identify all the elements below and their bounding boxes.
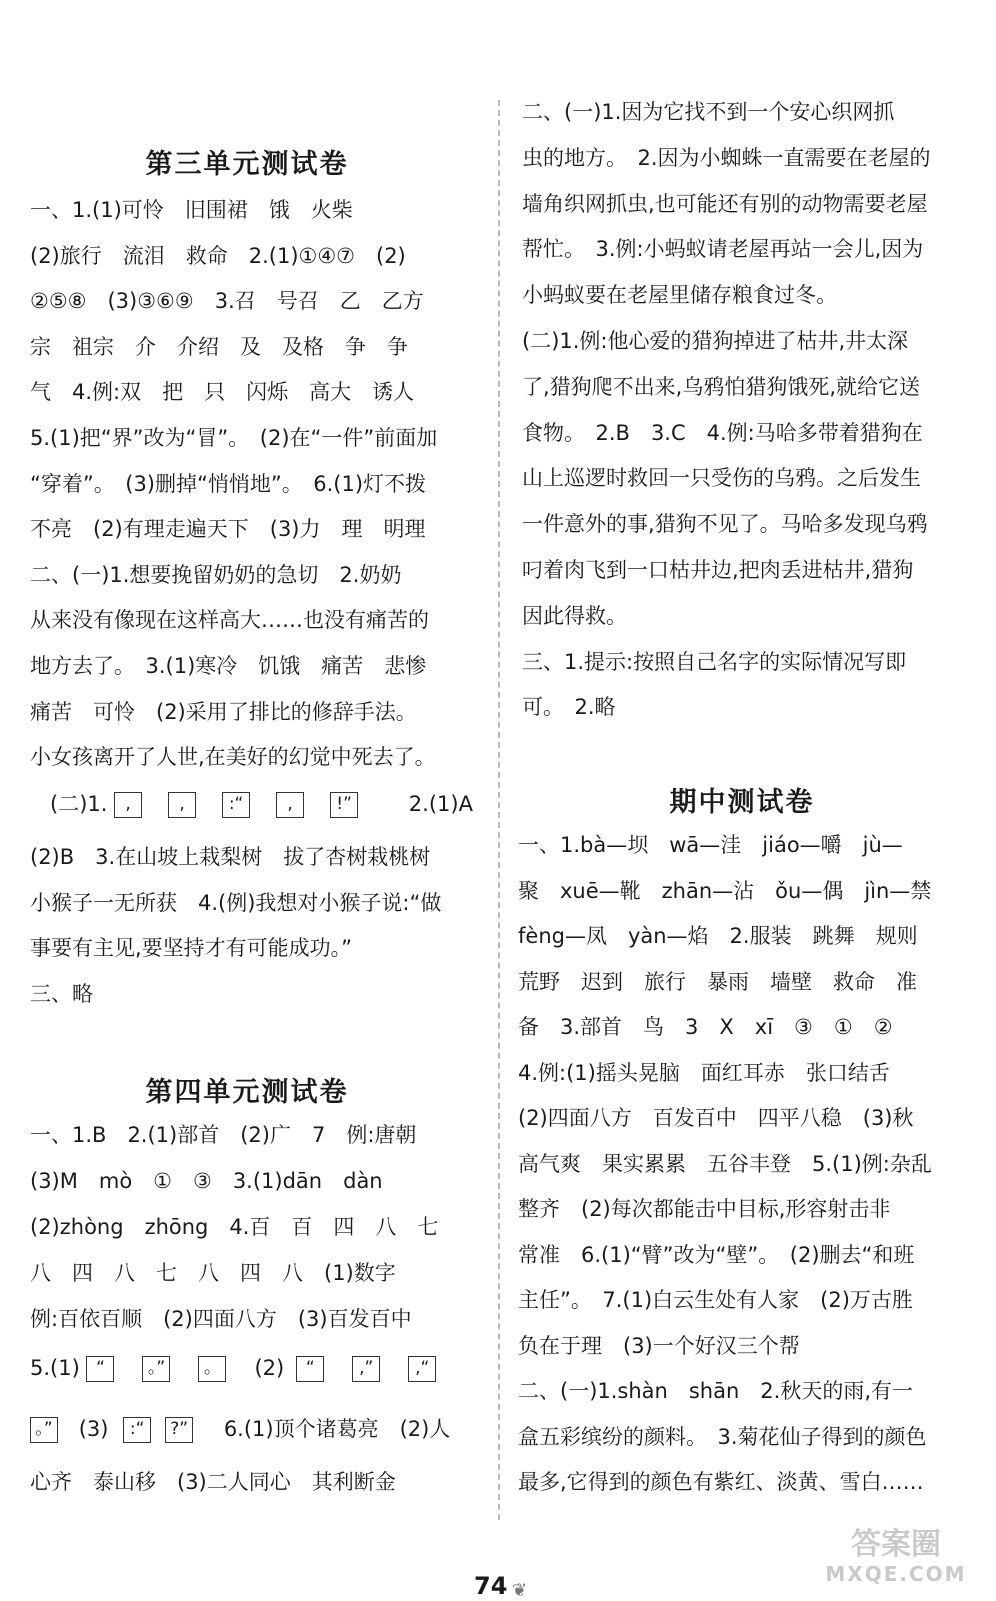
punctuation-box: 。 bbox=[198, 1356, 226, 1382]
text-line: 小女孩离开了人世,在美好的幻觉中死去了。 bbox=[30, 745, 436, 770]
text-line: 八 四 八 七 八 四 八 (1)数字 bbox=[30, 1261, 396, 1285]
punctuation-box: “ bbox=[296, 1356, 324, 1382]
punctuation-box: 。” bbox=[30, 1417, 58, 1443]
text-line: 从来没有像现在这样高大……也没有痛苦的 bbox=[30, 608, 429, 633]
watermark-text-bottom: MXQE.COM bbox=[825, 1562, 967, 1586]
text-line: fèng—凤 yàn—焰 2.服装 跳舞 规则 bbox=[518, 924, 918, 948]
text-line: 4.例:(1)摇头晃脑 面红耳赤 张口结舌 bbox=[518, 1060, 890, 1085]
text-line: 了,猎狗爬不出来,乌鸦怕猎狗饿死,就给它送 bbox=[522, 374, 921, 399]
row6-boxes-a bbox=[30, 1417, 64, 1441]
flower-ornament-icon: ❦ bbox=[512, 1580, 528, 1601]
text-line: 可。 2.略 bbox=[522, 695, 616, 720]
text-line: 墙角织网抓虫,也可能还有别的动物需要老屋 bbox=[522, 191, 928, 216]
text-line: 气 4.例:双 把 只 闪烁 高大 诱人 bbox=[30, 380, 415, 405]
punctuation-box: ,“ bbox=[408, 1356, 436, 1382]
punctuation-box: ,” bbox=[352, 1356, 380, 1382]
punctuation-box: , bbox=[168, 792, 196, 818]
watermark-logo bbox=[808, 1528, 984, 1592]
text-line: 小蚂蚁要在老屋里储存粮食过冬。 bbox=[522, 283, 837, 308]
text-line: 地方去了。 3.(1)寒冷 饥饿 痛苦 悲惨 bbox=[30, 654, 427, 678]
row6-mid: (3) bbox=[78, 1417, 109, 1441]
text-line: 一、1.bà—坝 wā—洼 jiáo—嚼 jù— bbox=[518, 833, 903, 857]
text-line: 食物。 2.B 3.C 4.例:马哈多带着猎狗在 bbox=[522, 420, 923, 445]
punctuation-box: 。” bbox=[142, 1356, 170, 1382]
text-line: 备 3.部首 鸟 3 X xī ③ ① ② bbox=[518, 1015, 893, 1039]
punctuation-box: , bbox=[114, 792, 142, 818]
text-line: 因此得救。 bbox=[522, 603, 627, 628]
punctuation-row bbox=[50, 789, 498, 819]
text-line: 事要有主见,要坚持才有可能成功。” bbox=[30, 936, 353, 961]
text-line: 一、1.(1)可怜 旧围裙 饿 火柴 bbox=[30, 198, 353, 222]
text-line: 痛苦 可怜 (2)采用了排比的修辞手法。 bbox=[30, 699, 417, 724]
unit4-row5 bbox=[30, 1353, 498, 1383]
punct-boxes bbox=[114, 792, 384, 816]
row6-boxes-b bbox=[123, 1417, 207, 1441]
punctuation-box: “ bbox=[86, 1356, 114, 1382]
punctuation-box: !” bbox=[330, 792, 358, 818]
text-line: “穿着”。 (3)删掉“悄悄地”。 6.(1)灯不拨 bbox=[30, 471, 427, 496]
unit4-title: 第四单元测试卷 bbox=[145, 1077, 349, 1108]
text-line: 叼着肉飞到一口枯井边,把肉丢进枯井,猎狗 bbox=[522, 558, 914, 582]
text-line: 盒五彩缤纷的颜料。 3.菊花仙子得到的颜色 bbox=[518, 1424, 927, 1449]
punctuation-box: :“ bbox=[222, 792, 250, 818]
row5-boxes bbox=[86, 1356, 464, 1380]
row6-suffix: 6.(1)顶个诸葛亮 (2)人 bbox=[223, 1417, 451, 1441]
punctuation-box: :“ bbox=[123, 1417, 151, 1443]
text-line: 二、(一)1.因为它找不到一个安心织网抓 bbox=[522, 100, 895, 124]
text-line: (二)1.例:他心爱的猎狗掉进了枯井,井太深 bbox=[522, 329, 909, 353]
row5-prefix: 5.(1) bbox=[30, 1356, 80, 1380]
text-line: 聚 xuē—靴 zhān—沾 ǒu—偶 jìn—禁 bbox=[518, 878, 932, 903]
punct-suffix: 2.(1)A bbox=[408, 792, 473, 816]
punctuation-box: , bbox=[276, 792, 304, 818]
midterm-title: 期中测试卷 bbox=[669, 787, 815, 818]
punctuation-box: ?” bbox=[165, 1417, 193, 1443]
text-line: 高气爽 果实累累 五谷丰登 5.(1)例:杂乱 bbox=[518, 1151, 932, 1176]
row5-separator: (2) bbox=[254, 1356, 285, 1380]
text-line: 心齐 泰山移 (3)二人同心 其利断金 bbox=[30, 1470, 396, 1494]
text-line: 整齐 (2)每次都能击中目标,形容射击非 bbox=[518, 1197, 891, 1221]
text-line: (2)旅行 流泪 救命 2.(1)①④⑦ (2) bbox=[30, 243, 406, 268]
text-line: 一、1.B 2.(1)部首 (2)广 7 例:唐朝 bbox=[30, 1123, 417, 1147]
punct-prefix: (二)1. bbox=[50, 792, 108, 816]
page-number: 74 bbox=[474, 1572, 508, 1600]
text-line: 负在于理 (3)一个好汉三个帮 bbox=[518, 1333, 800, 1358]
text-line: ②⑤⑧ (3)③⑥⑨ 3.召 号召 乙 乙方 bbox=[30, 289, 424, 314]
text-line: 最多,它得到的颜色有紫红、淡黄、雪白…… bbox=[518, 1470, 924, 1494]
text-line: 山上巡逻时救回一只受伤的乌鸦。之后发生 bbox=[522, 466, 921, 491]
text-line: 二、(一)1.想要挽留奶奶的急切 2.奶奶 bbox=[30, 562, 402, 587]
text-line: 虫的地方。 2.因为小蜘蛛一直需要在老屋的 bbox=[522, 145, 931, 170]
text-line: 三、略 bbox=[30, 981, 93, 1006]
unit3-title: 第三单元测试卷 bbox=[145, 149, 349, 180]
text-line: (2)四面八方 百发百中 四平八稳 (3)秋 bbox=[518, 1106, 914, 1130]
text-line: 主任”。 7.(1)白云生处有人家 (2)万古胜 bbox=[518, 1288, 913, 1312]
text-line: 小猴子一无所获 4.(例)我想对小猴子说:“做 bbox=[30, 890, 442, 915]
text-line: 荒野 迟到 旅行 暴雨 墙壁 救命 准 bbox=[518, 969, 917, 994]
text-line: 5.(1)把“界”改为“冒”。 (2)在“一件”前面加 bbox=[30, 426, 438, 450]
text-line: 帮忙。 3.例:小蚂蚁请老屋再站一会儿,因为 bbox=[522, 237, 924, 262]
text-line: 一件意外的事,猎狗不见了。马哈多发现乌鸦 bbox=[522, 512, 928, 537]
text-line: (3)M mò ① ③ 3.(1)dān dàn bbox=[30, 1169, 383, 1193]
text-line: 宗 祖宗 介 介绍 及 及格 争 争 bbox=[30, 334, 408, 359]
unit4-row6 bbox=[30, 1414, 498, 1444]
text-line: 三、1.提示:按照自己名字的实际情况写即 bbox=[522, 649, 907, 674]
text-line: (2)B 3.在山坡上栽梨树 拔了杏树栽桃树 bbox=[30, 845, 431, 869]
watermark-text-top: 答案圈 bbox=[851, 1527, 941, 1562]
text-line: 例:百依百顺 (2)四面八方 (3)百发百中 bbox=[30, 1307, 412, 1331]
text-line: 常准 6.(1)“臂”改为“壁”。 (2)删去“和班 bbox=[518, 1242, 915, 1267]
text-line: 不亮 (2)有理走遍天下 (3)力 理 明理 bbox=[30, 517, 426, 542]
text-line: (2)zhòng zhōng 4.百 百 四 八 七 bbox=[30, 1215, 439, 1239]
text-line: 二、(一)1.shàn shān 2.秋天的雨,有一 bbox=[518, 1379, 913, 1403]
